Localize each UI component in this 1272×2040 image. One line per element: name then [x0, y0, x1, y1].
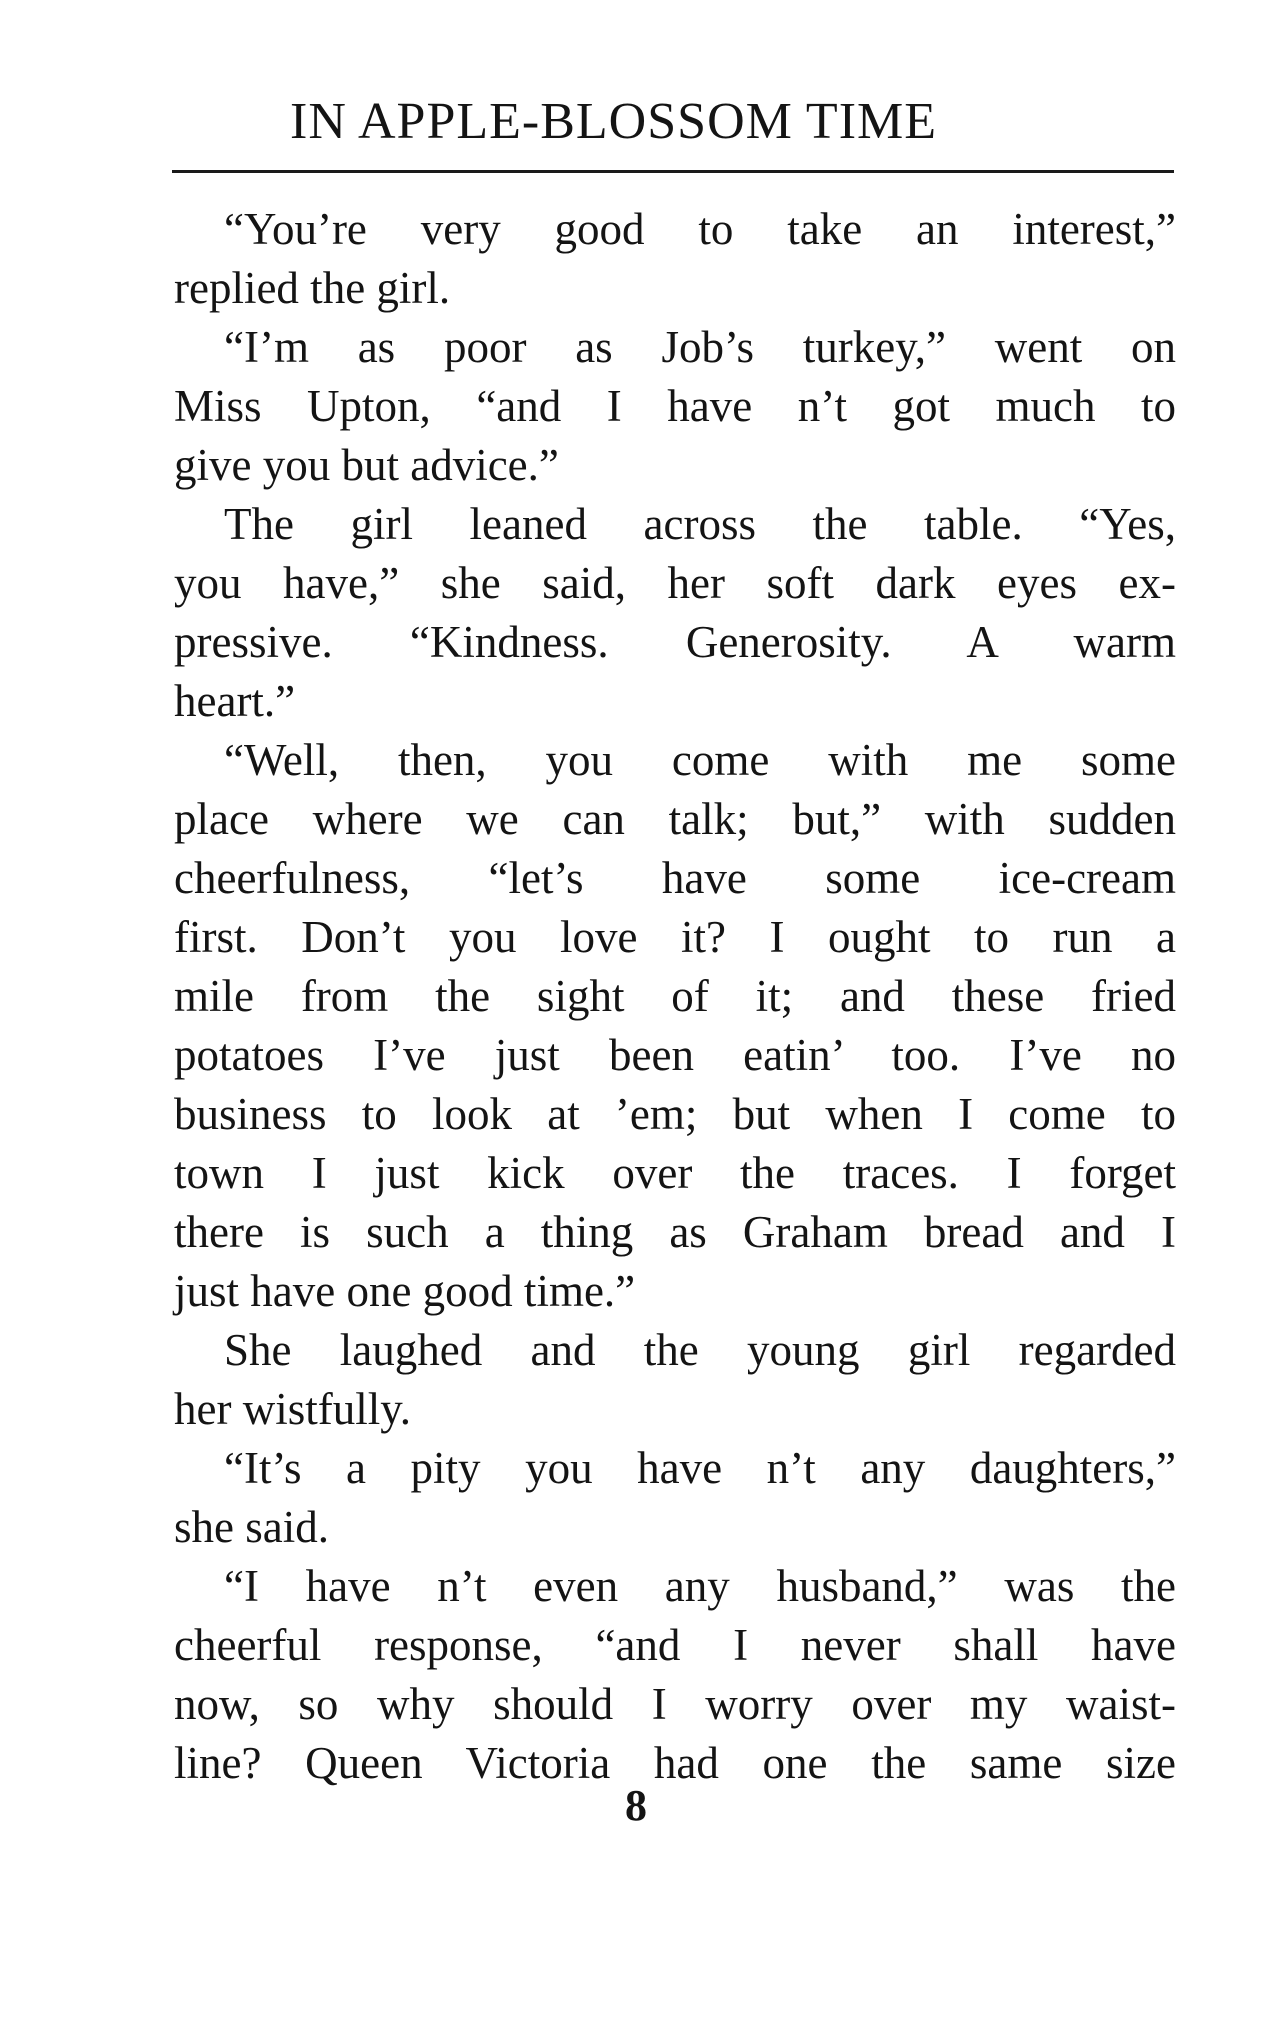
text-line: replied the girl.: [174, 263, 451, 313]
text-line: The girl leaned across the table. “Yes,: [224, 499, 1176, 549]
text-line: her wistfully.: [174, 1384, 412, 1434]
header-rule: [172, 170, 1174, 173]
text-line: “Well, then, you come with me some: [224, 735, 1176, 785]
page-number: 8: [625, 1781, 647, 1830]
text-line: pressive. “Kindness. Generosity. A warm: [174, 617, 1176, 667]
text-line: mile from the sight of it; and these fried: [174, 971, 1176, 1021]
text-line: you have,” she said, her soft dark eyes ex-: [174, 558, 1176, 608]
text-line: business to look at ’em; but when I come to: [174, 1089, 1176, 1139]
text-line: town I just kick over the traces. I forget: [174, 1148, 1176, 1198]
body-text: [174, 200, 1176, 1793]
text-line: “I have n’t even any husband,” was the: [224, 1561, 1176, 1611]
text-line: place where we can talk; but,” with sudden: [174, 794, 1176, 844]
running-header-title: IN APPLE-BLOSSOM TIME: [290, 93, 938, 150]
text-line: cheerful response, “and I never shall have: [174, 1620, 1176, 1670]
text-line: She laughed and the young girl regarded: [224, 1325, 1176, 1375]
text-line: “It’s a pity you have n’t any daughters,”: [224, 1443, 1176, 1493]
text-line: “You’re very good to take an interest,”: [224, 204, 1176, 254]
text-line: just have one good time.”: [174, 1266, 636, 1316]
text-line: first. Don’t you love it? I ought to run a: [174, 912, 1176, 962]
text-line: give you but advice.”: [174, 440, 559, 490]
text-line: now, so why should I worry over my waist-: [174, 1679, 1176, 1729]
text-line: there is such a thing as Graham bread and I: [174, 1207, 1176, 1257]
text-line: potatoes I’ve just been eatin’ too. I’ve no: [174, 1030, 1176, 1080]
text-line: “I’m as poor as Job’s turkey,” went on: [224, 322, 1176, 372]
text-line: heart.”: [174, 676, 296, 726]
text-line: line? Queen Victoria had one the same size: [174, 1738, 1176, 1788]
text-line: cheerfulness, “let’s have some ice-cream: [174, 853, 1176, 903]
text-line: she said.: [174, 1502, 329, 1552]
text-line: Miss Upton, “and I have n’t got much to: [174, 381, 1176, 431]
